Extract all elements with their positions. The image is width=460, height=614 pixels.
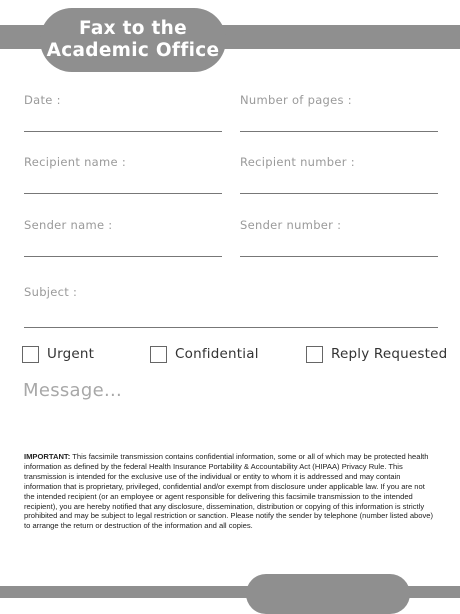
subject-field[interactable] (24, 285, 438, 299)
sender-number-field[interactable] (240, 218, 438, 232)
urgent-label: Urgent (47, 346, 95, 362)
notice-heading: IMPORTANT: (24, 452, 71, 461)
date-field[interactable] (24, 93, 222, 107)
subject-line (24, 327, 438, 328)
pages-label: Number of pages : (240, 93, 352, 107)
footer-badge (246, 574, 410, 614)
notice-text: This facsimile transmission contains confidential information, some or all of which may be protected health information as defined by the federal Health Insurance Portability & Accountability Act (HIPAA) Privacy Rule. This transmission is intended for the exclusive use of the individual or entity to whom it is addressed and may contain information that is proprietary, privileged, confidential and/or exempt from disclosure under applicable law. If you are not the intended recipient (or an employee or agent responsible for delivering this facsimile transmission to the intended recipient), you are hereby notified that any disclosure, dissemination, distribution or copying of this information is strictly prohibited and may be subject to legal restriction or sanction. Please notify the sender by telephone (number listed above) to arrange the return or destruction of the information and all copies. (24, 452, 434, 531)
confidential-box[interactable] (150, 346, 167, 363)
urgent-checkbox[interactable] (22, 345, 94, 363)
sender-number-line (240, 256, 438, 257)
title-line-1: Fax to the (79, 18, 187, 39)
sender-name-field[interactable] (24, 218, 222, 232)
sender-name-line (24, 256, 222, 257)
confidential-checkbox[interactable] (150, 345, 259, 363)
title-line-2: Academic Office (46, 40, 220, 61)
confidential-label: Confidential (175, 346, 259, 362)
recipient-name-field[interactable] (24, 155, 222, 169)
date-line (24, 131, 222, 132)
title-badge (40, 8, 226, 72)
sender-number-label: Sender number : (240, 218, 342, 232)
pages-field[interactable] (240, 93, 438, 107)
urgent-box[interactable] (22, 346, 39, 363)
subject-label: Subject : (24, 285, 78, 299)
recipient-name-label: Recipient name : (24, 155, 127, 169)
message-placeholder[interactable]: Message... (23, 380, 123, 401)
confidentiality-notice (24, 452, 436, 531)
recipient-name-line (24, 193, 222, 194)
reply-requested-checkbox[interactable] (306, 345, 447, 363)
recipient-number-line (240, 193, 438, 194)
reply-requested-box[interactable] (306, 346, 323, 363)
date-label: Date : (24, 93, 61, 107)
recipient-number-label: Recipient number : (240, 155, 355, 169)
pages-line (240, 131, 438, 132)
sender-name-label: Sender name : (24, 218, 113, 232)
recipient-number-field[interactable] (240, 155, 438, 169)
reply-requested-label: Reply Requested (331, 346, 448, 362)
